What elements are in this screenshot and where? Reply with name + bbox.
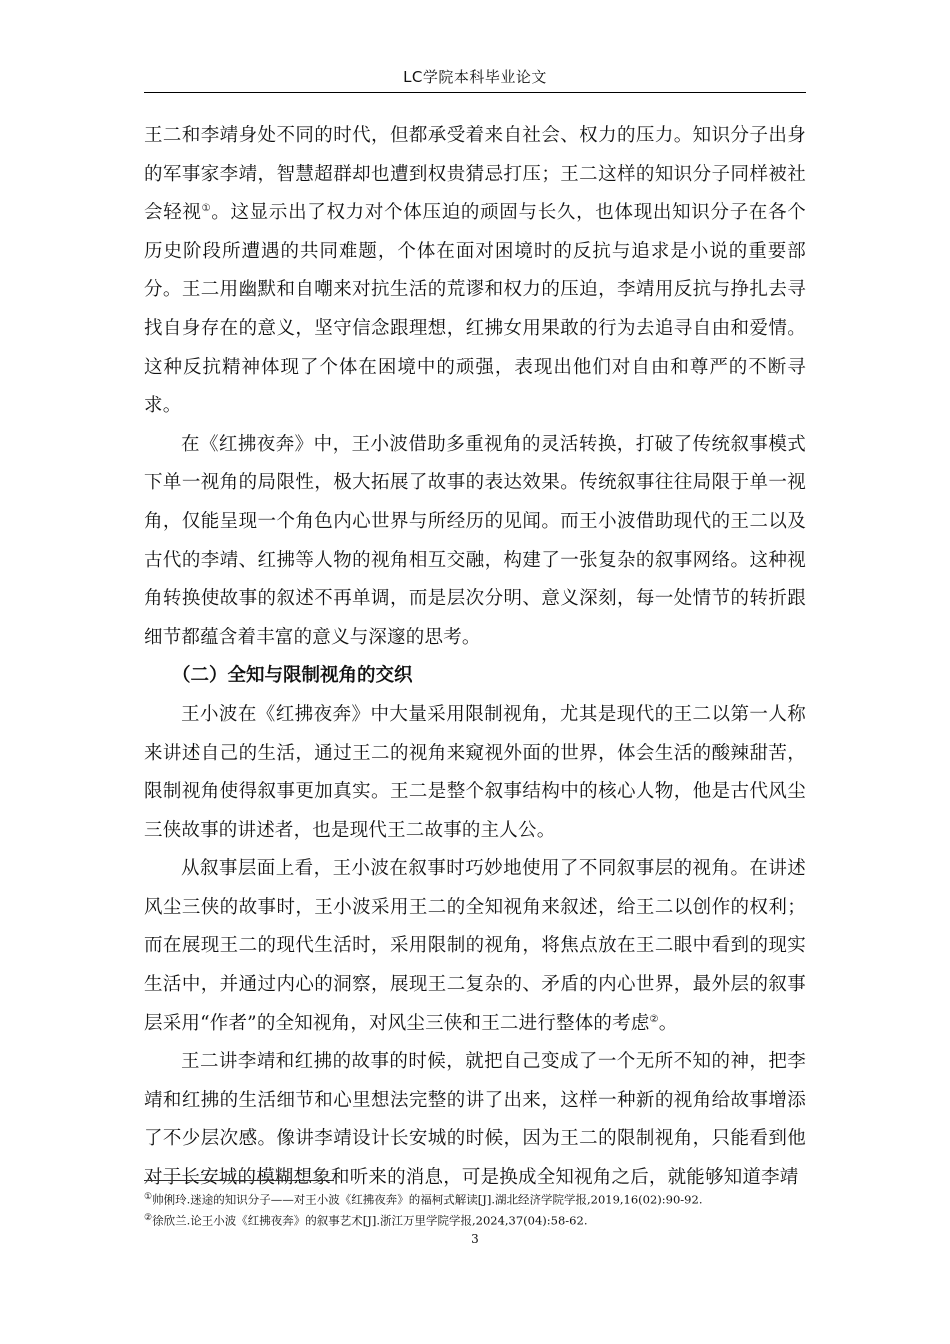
footnote-2: [144, 1209, 824, 1230]
footnote-2-text: 徐欣兰.论王小波《红拂夜奔》的叙事艺术[J].浙江万里学院学报,2024,37(04):58-62.: [152, 1213, 588, 1227]
paragraph-2: 在《红拂夜奔》中，王小波借助多重视角的灵活转换，打破了传统叙事模式下单一视角的局限性，极大拓展了故事的表达效果。传统叙事往往局限于单一视角，仅能呈现一个角色内心世界与所经历的见闻。而王小波借助现代的王二以及古代的李靖、红拂等人物的视角相互交融，构建了一张复杂的叙事网络。这种视角转换使故事的叙述不再单调，而是层次分明、意义深刻，每一处情节的转折跟细节都蕴含着丰富的意义与深邃的思考。: [144, 433, 806, 648]
footnotes: [144, 1188, 824, 1229]
page-number: 3: [471, 1232, 479, 1246]
footnote-divider: [144, 1180, 334, 1181]
running-header: LC学院本科毕业论文: [144, 62, 806, 93]
paragraph-1-text-b: 。这显示出了权力对个体压迫的顽固与长久，也体现出知识分子在各个历史阶段所遭遇的共同难题，个体在面对困境时的反抗与追求是小说的重要部分。王二用幽默和自嘲来对抗生活的荒谬和权力的压迫，李靖用反抗与挣扎去寻找自身存在的意义，坚守信念跟理想，红拂女用果敢的行为去追寻自由和爱情。这种反抗精神体现了个体在困境中的顽强，表现出他们对自由和尊严的不断寻求。: [144, 202, 806, 417]
paragraph-3: 王小波在《红拂夜奔》中大量采用限制视角，尤其是现代的王二以第一人称来讲述自己的生活，通过王二的视角来窥视外面的世界，体会生活的酸辣甜苦，限制视角使得叙事更加真实。王二是整个叙事结构中的核心人物，他是古代风尘三侠故事的讲述者，也是现代王二故事的主人公。: [144, 703, 806, 841]
footnote-1-mark: ①: [144, 1192, 153, 1202]
body-text: [144, 117, 806, 1198]
paragraph-1-text-a: 王二和李靖身处不同的时代，但都承受着来自社会、权力的压力。知识分子出身的军事家李靖，智慧超群却也遭到权贵猜忌打压；王二这样的知识分子同样被社会轻视: [144, 125, 806, 224]
footnote-1-text: 帅俐玲.迷途的知识分子——对王小波《红拂夜奔》的福柯式解读[J].湖北经济学院学报,2019,16(02):90-92.: [152, 1192, 703, 1207]
footnote-ref-1[interactable]: ①: [201, 203, 212, 215]
footnote-2-mark: ②: [144, 1212, 153, 1223]
paragraph-5: 王二讲李靖和红拂的故事的时候，就把自己变成了一个无所不知的神，把李靖和红拂的生活细节和心里想法完整的讲了出来，这样一种新的视角给故事增添了不少层次感。像讲李靖设计长安城的时候，因为王二的限制视角，只能看到他对于长安城的模糊想象和听来的消息，可是换成全知视角之后，就能够知道李靖: [144, 1051, 806, 1189]
paragraph-4: [144, 850, 806, 1043]
paragraph-4-text-a: 从叙事层面上看，王小波在叙事时巧妙地使用了不同叙事层的视角。在讲述风尘三侠的故事时，王小波采用王二的全知视角来叙述，给王二以创作的权利；而在展现王二的现代生活时，采用限制的视角，将焦点放在王二眼中看到的现实生活中，并通过内心的洞察，展现王二复杂的、矛盾的内心世界，最外层的叙事层采用“作者”的全知视角，对风尘三侠和王二进行整体的考虑: [144, 858, 806, 1034]
paragraph-4-text-b: 。: [658, 1012, 678, 1034]
paragraph-1: [144, 117, 806, 426]
footnote-ref-2[interactable]: ②: [649, 1013, 659, 1025]
footnote-1: [144, 1188, 824, 1209]
section-heading: （二）全知与限制视角的交织: [172, 665, 413, 687]
